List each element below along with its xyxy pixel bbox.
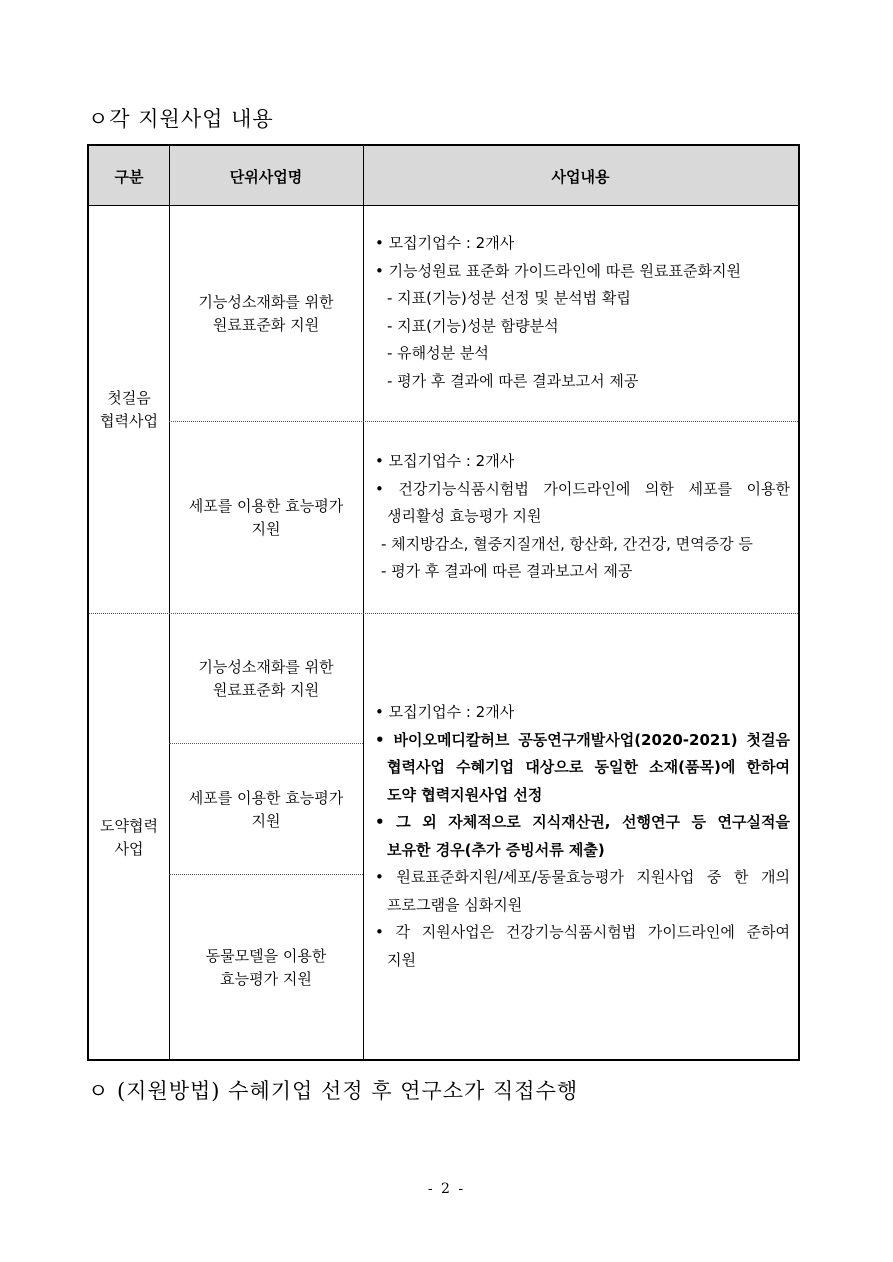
unit-line: 효능평가 지원 xyxy=(220,970,312,988)
content-cell-efficacy-evaluation xyxy=(363,448,798,586)
section-heading: ㅇ각 지원사업 내용 xyxy=(88,107,274,131)
list-subitem: - 평가 후 결과에 따른 결과보고서 제공 xyxy=(387,371,639,390)
list-item: • 모집기업수 : 2개사 xyxy=(375,234,515,252)
unit-line: 지원 xyxy=(251,519,281,538)
list-item: • 모집기업수 : 2개사 xyxy=(375,703,515,721)
unit-animal-model-evaluation xyxy=(169,875,363,1061)
category-line: 사업 xyxy=(114,839,144,858)
list-subitem: - 평가 후 결과에 따른 결과보고서 제공 xyxy=(381,562,633,580)
unit-cell-efficacy-evaluation xyxy=(169,744,363,875)
unit-line: 원료표준화 지원 xyxy=(212,681,320,699)
header-unit-program: 단위사업명 xyxy=(169,146,363,206)
content-leap-program xyxy=(363,699,798,974)
list-item: • 각 지원사업은 건강기능식품시험법 가이드라인에 준하여 xyxy=(375,923,790,941)
unit-raw-material-standardization xyxy=(169,614,363,744)
list-item-continued: 도약 협력지원사업 선정 xyxy=(387,785,543,804)
list-subitem: - 체지방감소, 혈중지질개선, 항산화, 간건강, 면역증강 등 xyxy=(381,534,753,553)
list-item: • 바이오메디칼허브 공동연구개발사업(2020-2021) 첫걸음 xyxy=(375,730,790,749)
page-number: - 2 - xyxy=(427,1181,466,1197)
header-category: 구분 xyxy=(89,146,169,206)
list-item: • 건강기능식품시험법 가이드라인에 의한 세포를 이용한 xyxy=(375,479,790,498)
category-line: 첫걸음 xyxy=(107,388,151,407)
unit-line: 지원 xyxy=(251,811,281,830)
unit-line: 기능성소재화를 위한 xyxy=(198,658,334,676)
list-item: • 기능성원료 표준화 가이드라인에 따른 원료표준화지원 xyxy=(375,261,741,280)
list-subitem: - 지표(기능)성분 선정 및 분석법 확립 xyxy=(387,289,631,307)
list-item-continued: 협력사업 수혜기업 대상으로 동일한 소재(품목)에 한하여 xyxy=(387,758,790,776)
list-item-continued: 프로그램을 심화지원 xyxy=(387,895,523,914)
unit-line: 세포를 이용한 효능평가 xyxy=(188,496,344,515)
category-line: 도약협력 xyxy=(100,816,158,835)
unit-cell-efficacy-evaluation xyxy=(169,422,363,613)
support-program-table xyxy=(87,144,800,1061)
unit-raw-material-standardization xyxy=(169,206,363,421)
content-raw-material-standardization xyxy=(363,230,798,395)
list-item-continued: 생리활성 효능평가 지원 xyxy=(387,507,542,525)
unit-line: 원료표준화 지원 xyxy=(212,315,320,334)
list-item-continued: 지원 xyxy=(387,950,416,969)
header-content: 사업내용 xyxy=(363,146,798,206)
unit-line: 동물모델을 이용한 xyxy=(205,947,327,965)
unit-line: 기능성소재화를 위한 xyxy=(198,292,334,311)
list-item: • 원료표준화지원/세포/동물효능평가 지원사업 중 한 개의 xyxy=(375,868,790,886)
list-item: • 그 외 자체적으로 지식재산권, 선행연구 등 연구실적을 xyxy=(375,813,790,831)
list-item-continued: 보유한 경우(추가 증빙서류 제출) xyxy=(387,840,605,859)
list-subitem: - 지표(기능)성분 함량분석 xyxy=(387,316,559,335)
unit-line: 세포를 이용한 효능평가 xyxy=(188,788,344,807)
category-first-step xyxy=(89,206,169,613)
support-method-heading: ㅇ (지원방법) 수혜기업 선정 후 연구소가 직접수행 xyxy=(88,1079,579,1103)
list-item: • 모집기업수 : 2개사 xyxy=(375,452,515,470)
category-leap xyxy=(89,614,169,1061)
category-line: 협력사업 xyxy=(100,411,158,430)
list-subitem: - 유해성분 분석 xyxy=(387,344,489,362)
